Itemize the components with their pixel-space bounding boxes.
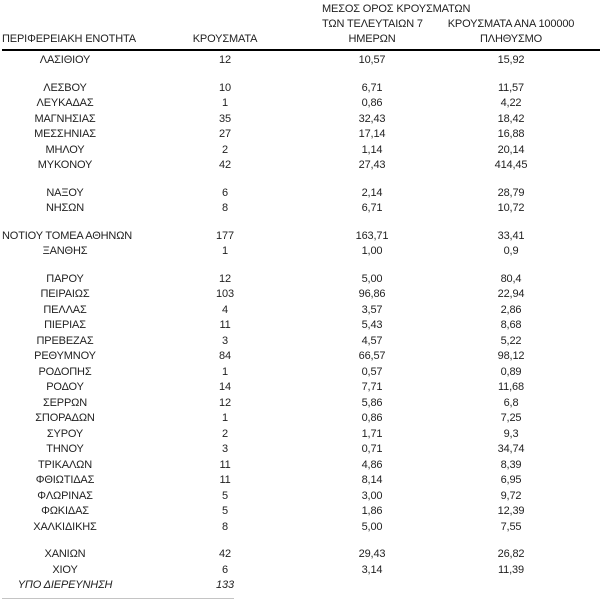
avg7-cell: 4,86 (361, 458, 383, 471)
column-header-avg7-line2: ΤΩΝ ΤΕΛΕΥΤΑΙΩΝ 7 (322, 18, 423, 30)
region-cell: ΤΗΝΟΥ (46, 443, 84, 455)
per100k-cell: 414,45 (494, 159, 528, 171)
table-row (2, 81, 600, 97)
avg7-cell: 32,43 (358, 112, 386, 125)
per100k-cell: 11,68 (498, 381, 524, 393)
column-header-avg7-line3: ΗΜΕΡΩΝ (348, 33, 396, 45)
per100k-cell: 0,89 (500, 365, 522, 378)
table-header (2, 2, 600, 51)
per100k-cell: 34,74 (497, 443, 525, 455)
cases-cell: 12 (219, 272, 231, 285)
region-cell: ΣΥΡΟΥ (46, 427, 84, 440)
region-cell: ΧΑΝΙΩΝ (44, 548, 86, 560)
per100k-cell: 4,22 (500, 97, 522, 109)
table-row (2, 53, 600, 69)
cases-cell: 14 (219, 381, 231, 393)
per100k-cell: 0,9 (503, 245, 519, 257)
per100k-cell: 9,72 (500, 489, 522, 502)
avg7-cell: 0,86 (361, 97, 383, 109)
avg7-cell: 1,00 (361, 245, 383, 257)
table-row (2, 143, 600, 159)
per100k-cell: 80,4 (500, 272, 522, 285)
cases-cell: 8 (222, 202, 228, 214)
region-cell: ΥΠΟ ΔΙΕΡΕΥΝΗΣΗ (17, 579, 113, 591)
avg7-cell: 1,71 (361, 427, 383, 440)
table-row (2, 396, 600, 412)
per100k-cell: 26,82 (497, 548, 525, 560)
avg7-cell: 1,14 (361, 143, 383, 156)
cases-cell: 35 (219, 112, 231, 125)
per100k-cell: 10,72 (497, 202, 525, 214)
table-body (2, 51, 600, 594)
per100k-cell: 7,25 (500, 412, 522, 424)
region-cell: ΝΗΣΩΝ (45, 202, 85, 214)
cases-cell: 5 (222, 505, 228, 517)
column-header-region-label: ΠΕΡΙΦΕΡΕΙΑΚΗ ΕΝΟΤΗΤΑ (2, 33, 136, 45)
cases-cell: 133 (216, 579, 234, 591)
cases-cell: 1 (222, 365, 228, 378)
column-header-per100k-line1: ΚΡΟΥΣΜΑΤΑ ΑΝΑ 100000 (447, 18, 575, 30)
region-cell: ΡΟΔΟΥ (46, 381, 84, 393)
region-cell: ΠΡΕΒΕΖΑΣ (36, 334, 94, 347)
per100k-cell: 11,39 (498, 563, 524, 576)
cases-cell: 11 (219, 319, 231, 331)
region-cell: ΦΛΩΡΙΝΑΣ (37, 489, 93, 502)
per100k-cell: 22,94 (497, 288, 525, 300)
per100k-cell: 15,92 (497, 54, 525, 66)
table-bottom-rule (2, 598, 234, 599)
avg7-cell: 0,71 (361, 443, 383, 455)
avg7-cell: 17,14 (358, 128, 386, 140)
table-row (2, 127, 600, 143)
cases-cell: 12 (219, 396, 231, 409)
cases-cell: 5 (222, 489, 228, 502)
region-cell: ΜΥΚΟΝΟΥ (37, 159, 93, 171)
avg7-cell: 7,71 (361, 381, 383, 393)
region-cell: ΝΑΞΟΥ (46, 186, 84, 199)
column-header-per100k-line2: ΠΛΗΘΥΣΜΟ (479, 33, 543, 45)
avg7-cell: 6,71 (361, 81, 383, 94)
region-cell: ΠΙΕΡΙΑΣ (44, 319, 86, 331)
region-cell: ΠΕΙΡΑΙΩΣ (40, 288, 90, 300)
avg7-cell: 5,43 (361, 319, 383, 331)
cases-cell: 27 (219, 128, 231, 140)
cases-cell: 11 (219, 458, 231, 471)
region-cell: ΧΙΟΥ (52, 563, 78, 576)
column-header-avg7 (322, 2, 471, 47)
region-cell: ΜΗΛΟΥ (45, 143, 85, 156)
table-row (2, 504, 600, 520)
cases-cell: 12 (219, 54, 231, 66)
cases-cell: 10 (219, 81, 231, 94)
avg7-cell: 6,71 (361, 202, 383, 214)
table-row (2, 547, 600, 563)
cases-cell: 1 (222, 245, 228, 257)
cases-cell: 8 (222, 520, 228, 533)
table-row (2, 303, 600, 319)
table-row (2, 201, 600, 217)
table-row (2, 96, 600, 112)
column-header-cases-label: ΚΡΟΥΣΜΑΤΑ (192, 33, 258, 45)
region-cell: ΠΕΛΛΑΣ (43, 303, 87, 316)
avg7-cell: 96,86 (358, 288, 386, 300)
table-row (2, 186, 600, 202)
region-cell: ΣΠΟΡΑΔΩΝ (35, 412, 95, 424)
cases-cell: 2 (222, 143, 228, 156)
avg7-cell: 3,14 (361, 563, 383, 576)
region-cell: ΠΑΡΟΥ (46, 272, 84, 285)
cases-cell: 2 (222, 427, 228, 440)
table-row (2, 112, 600, 128)
avg7-cell: 5,00 (361, 520, 383, 533)
cases-cell: 3 (222, 443, 228, 455)
cases-cell: 4 (222, 303, 228, 316)
table-row (2, 427, 600, 443)
avg7-cell: 66,57 (358, 350, 386, 362)
region-cell: ΡΟΔΟΠΗΣ (38, 365, 92, 378)
per100k-cell: 6,95 (500, 474, 522, 486)
table-row (2, 489, 600, 505)
per100k-cell: 16,88 (497, 128, 525, 140)
cases-cell: 1 (222, 97, 228, 109)
table-row (2, 334, 600, 350)
region-cell: ΧΑΛΚΙΔΙΚΗΣ (33, 520, 97, 533)
region-cell: ΦΘΙΩΤΙΔΑΣ (35, 474, 95, 486)
table-row (2, 272, 600, 288)
table-row (2, 473, 600, 489)
cases-cell: 11 (219, 474, 231, 486)
region-cell: ΝΟΤΙΟΥ ΤΟΜΕΑ ΑΘΗΝΩΝ (2, 229, 133, 242)
table-row (2, 520, 600, 536)
cases-cell: 6 (222, 563, 228, 576)
avg7-cell: 27,43 (358, 159, 386, 171)
table-row (2, 578, 600, 594)
table-row (2, 318, 600, 334)
region-cell: ΜΑΓΝΗΣΙΑΣ (34, 112, 96, 125)
avg7-cell: 5,00 (361, 272, 383, 285)
per100k-cell: 98,12 (497, 350, 525, 362)
avg7-cell: 4,57 (361, 334, 383, 347)
region-cell: ΜΕΣΣΗΝΙΑΣ (34, 128, 96, 140)
cases-cell: 3 (222, 334, 228, 347)
table-row (2, 365, 600, 381)
column-header-avg7-line1: ΜΕΣΟΣ ΟΡΟΣ ΚΡΟΥΣΜΑΤΩΝ (322, 3, 471, 15)
region-cell: ΛΕΣΒΟΥ (43, 81, 87, 94)
region-cell: ΛΑΣΙΘΙΟΥ (39, 54, 91, 66)
per100k-cell: 5,22 (500, 334, 522, 347)
cases-cell: 1 (222, 412, 228, 424)
avg7-cell: 8,14 (361, 474, 383, 486)
avg7-cell: 163,71 (355, 229, 389, 242)
column-header-cases (128, 32, 322, 47)
cases-cell: 42 (219, 159, 231, 171)
cases-cell: 84 (219, 350, 231, 362)
per100k-cell: 8,39 (500, 458, 522, 471)
per100k-cell (422, 578, 600, 594)
cases-cell: 6 (222, 186, 228, 199)
avg7-cell: 0,86 (361, 412, 383, 424)
region-cell: ΡΕΘΥΜΝΟΥ (34, 350, 96, 362)
per100k-cell: 18,42 (497, 112, 525, 125)
table-row (2, 442, 600, 458)
regional-cases-table (2, 2, 600, 599)
avg7-cell: 1,86 (361, 505, 383, 517)
per100k-cell: 8,68 (500, 319, 522, 331)
table-row (2, 563, 600, 579)
region-cell: ΣΕΡΡΩΝ (42, 396, 88, 409)
per100k-cell: 7,55 (500, 520, 522, 533)
per100k-cell: 2,86 (500, 303, 522, 316)
avg7-cell: 29,43 (358, 548, 386, 560)
per100k-cell: 28,79 (497, 186, 525, 199)
avg7-cell: 3,57 (361, 303, 383, 316)
avg7-cell: 0,57 (361, 365, 383, 378)
table-row (2, 411, 600, 427)
table-row (2, 380, 600, 396)
per100k-cell: 6,8 (503, 396, 519, 409)
avg7-cell (322, 578, 422, 594)
table-row (2, 244, 600, 260)
region-cell: ΞΑΝΘΗΣ (42, 245, 88, 257)
per100k-cell: 20,14 (497, 143, 525, 156)
column-header-region (2, 32, 136, 47)
avg7-cell: 2,14 (361, 186, 383, 199)
avg7-cell: 5,86 (361, 396, 383, 409)
per100k-cell: 9,3 (503, 427, 519, 440)
avg7-cell: 10,57 (358, 54, 386, 66)
table-row (2, 458, 600, 474)
table-row (2, 287, 600, 303)
cases-cell: 42 (219, 548, 231, 560)
cases-cell: 177 (216, 229, 234, 242)
table-row (2, 349, 600, 365)
table-row (2, 229, 600, 245)
per100k-cell: 33,41 (497, 229, 525, 242)
avg7-cell: 3,00 (361, 489, 383, 502)
region-cell: ΤΡΙΚΑΛΩΝ (37, 458, 93, 471)
table-row (2, 158, 600, 174)
column-header-per100k (422, 17, 600, 47)
per100k-cell: 11,57 (498, 81, 524, 94)
region-cell: ΛΕΥΚΑΔΑΣ (36, 97, 94, 109)
cases-cell: 103 (216, 288, 234, 300)
region-cell: ΦΩΚΙΔΑΣ (41, 505, 89, 517)
per100k-cell: 12,39 (497, 505, 525, 517)
